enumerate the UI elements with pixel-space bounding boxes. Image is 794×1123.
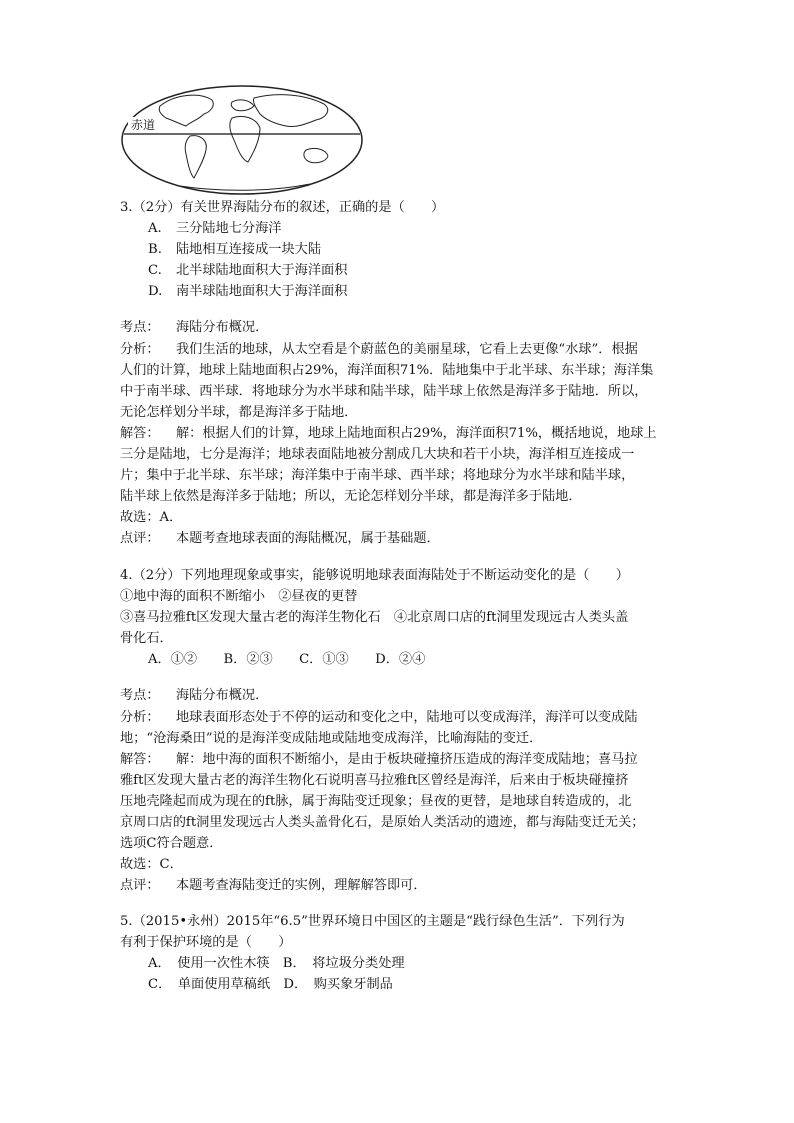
q3-dianping-label: 点评： <box>120 531 160 546</box>
q4-stem: 4.（2分）下列地理现象或事实，能够说明地球表面海陆处于不断运动变化的是（ ） <box>120 568 629 583</box>
q5-options-row-2: C． 单面使用草稿纸 D． 购买象牙制品 <box>148 977 393 992</box>
q3-option-a <box>148 219 282 239</box>
q4-jieda-line-2: 雅ft区发现大量古老的海洋生物化石说明喜马拉雅ft区曾经是海洋，后来由于板块碰撞挤 <box>120 773 629 788</box>
q4-item-line-3: 骨化石． <box>120 631 173 646</box>
q4-kaodian-text: 海陆分布概况． <box>176 688 269 703</box>
q5-stem-line-2: 有利于保护环境的是（ ） <box>120 935 292 950</box>
q3-jieda-label: 解答： <box>120 426 160 441</box>
q4-guxuan: 故选：C． <box>120 857 183 872</box>
q3-option-c-text: 北半球陆地面积大于海洋面积 <box>176 263 348 278</box>
q4-kaodian <box>120 686 268 706</box>
q3-option-a-letter: A. <box>148 221 162 236</box>
q4-jieda-line-1 <box>120 750 638 770</box>
q4-item-line-2: ③喜马拉雅ft区发现大量古老的海洋生物化石 ④北京周口店的ft洞里发现远古人类头盖 <box>120 610 629 625</box>
q3-jieda-line-4: 陆半球上依然是海洋多于陆地；所以，无论怎样划分半球，都是海洋多于陆地． <box>120 489 582 504</box>
q3-option-c <box>148 261 347 281</box>
map-outline <box>122 86 362 194</box>
q4-dianping <box>120 876 427 896</box>
q4-dianping-text: 本题考查海陆变迁的实例，理解解答即可． <box>176 878 427 893</box>
q3-dianping-text: 本题考查地球表面的海陆概况，属于基础题． <box>176 531 440 546</box>
q3-fenxi-line-1 <box>120 340 638 360</box>
q4-choices: A．①② B．②③ C．①③ D．②④ <box>148 652 426 667</box>
q4-jieda-line-3: 压地壳隆起而成为现在的ft脉，属于海陆变迁现象；昼夜的更替，是地球自转造成的，北 <box>120 794 632 809</box>
q3-guxuan: 故选：A． <box>120 510 183 525</box>
q3-kaodian <box>120 318 268 338</box>
q4-jieda-line-4: 京周口店的ft洞里发现远古人类头盖骨化石，是原始人类活动的遗迹，都与海陆变迁无关； <box>120 815 645 830</box>
q3-option-b-letter: B. <box>148 242 162 257</box>
q3-jieda-line-2: 三分是陆地，七分是海洋；地球表面陆地被分割成几大块和若干小块，海洋相互连接成一 <box>120 447 635 462</box>
q3-fenxi-text-1: 我们生活的地球，从太空看是个蔚蓝色的美丽星球，它看上去更像“水球”．根据 <box>176 342 638 357</box>
q4-fenxi-line-1 <box>120 708 638 728</box>
q3-option-d <box>148 282 347 302</box>
q3-option-d-letter: D. <box>148 284 163 299</box>
q4-jieda-line-5: 选项C符合题意． <box>120 836 223 851</box>
q3-stem: 3.（2分）有关世界海陆分布的叙述，正确的是（ ） <box>120 200 445 215</box>
q4-fenxi-line-2: 地；“沧海桑田”说的是海洋变成陆地或陆地变成海洋，比喻海陆的变迁． <box>120 731 543 746</box>
q4-kaodian-label: 考点： <box>120 688 160 703</box>
q3-fenxi-line-2: 人们的计算，地球上陆地面积占29%，海洋面积71%．陆地集中于北半球、东半球；海洋集 <box>120 363 654 378</box>
q3-option-c-letter: C. <box>148 263 162 278</box>
world-map-svg <box>120 84 364 196</box>
q5-options-row-1: A． 使用一次性木筷 B． 将垃圾分类处理 <box>148 956 405 971</box>
q3-jieda-line-1 <box>120 424 657 444</box>
q3-kaodian-label: 考点： <box>120 320 160 335</box>
q4-dianping-label: 点评： <box>120 878 160 893</box>
q3-dianping <box>120 529 440 549</box>
equator-label: 赤道 <box>131 118 156 132</box>
world-map-figure <box>120 84 364 196</box>
q4-item-line-1: ①地中海的面积不断缩小 ②昼夜的更替 <box>120 589 358 604</box>
q4-jieda-text-1: 解：地中海的面积不断缩小，是由于板块碰撞挤压造成的海洋变成陆地；喜马拉 <box>176 752 638 767</box>
q3-option-b <box>148 240 321 260</box>
q3-option-b-text: 陆地相互连接成一块大陆 <box>176 242 322 257</box>
q3-option-a-text: 三分陆地七分海洋 <box>176 221 282 236</box>
q4-fenxi-text-1: 地球表面形态处于不停的运动和变化之中，陆地可以变成海洋，海洋可以变成陆 <box>176 710 638 725</box>
q3-jieda-line-3: 片；集中于北半球、东半球；海洋集中于南半球、西半球；将地球分为水半球和陆半球， <box>120 468 635 483</box>
q4-jieda-label: 解答： <box>120 752 160 767</box>
q3-fenxi-line-4: 无论怎样划分半球，都是海洋多于陆地． <box>120 405 358 420</box>
q3-fenxi-line-3: 中于南半球、西半球．将地球分为水半球和陆半球，陆半球上依然是海洋多于陆地．所以， <box>120 384 648 399</box>
q3-fenxi-label: 分析： <box>120 342 160 357</box>
q5-stem-line-1: 5.（2015•永州）2015年“6.5”世界环境日中国区的主题是“践行绿色生活”．下列行为 <box>120 914 625 929</box>
q4-fenxi-label: 分析： <box>120 710 160 725</box>
q3-jieda-text-1: 解：根据人们的计算，地球上陆地面积占29%，海洋面积71%，概括地说，地球上 <box>176 426 657 441</box>
q3-option-d-text: 南半球陆地面积大于海洋面积 <box>176 284 348 299</box>
q3-kaodian-text: 海陆分布概况． <box>176 320 269 335</box>
